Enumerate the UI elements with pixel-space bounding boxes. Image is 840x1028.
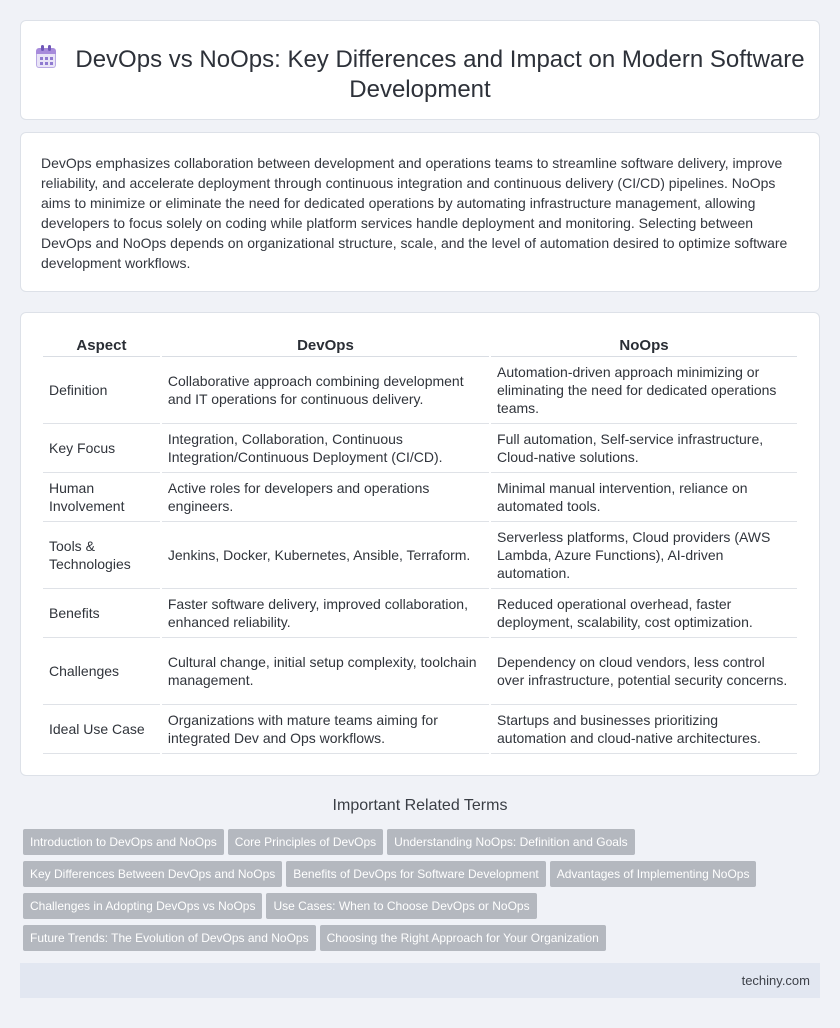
tag-row xyxy=(23,893,823,919)
table-header-row xyxy=(43,333,797,357)
aspect-cell: Benefits xyxy=(43,589,160,638)
page-title-text: DevOps vs NoOps: Key Differences and Impact on Modern Software Development xyxy=(75,46,805,103)
header-aspect: Aspect xyxy=(43,333,160,357)
noops-cell: Full automation, Self-service infrastructure, Cloud-native solutions. xyxy=(491,424,797,473)
header-devops: DevOps xyxy=(162,333,489,357)
header-noops: NoOps xyxy=(491,333,797,357)
noops-cell: Automation-driven approach minimizing or eliminating the need for dedicated operations teams. xyxy=(491,357,797,424)
related-term-tag[interactable]: Choosing the Right Approach for Your Organization xyxy=(320,925,606,951)
noops-cell: Startups and businesses prioritizing automation and cloud-native architectures. xyxy=(491,705,797,754)
related-term-tag[interactable]: Benefits of DevOps for Software Development xyxy=(286,861,545,887)
comparison-table-card xyxy=(20,312,820,776)
aspect-cell: Definition xyxy=(43,357,160,424)
aspect-cell: Human Involvement xyxy=(43,473,160,522)
footer-site[interactable]: techiny.com xyxy=(741,973,810,988)
devops-cell: Faster software delivery, improved collaboration, enhanced reliability. xyxy=(162,589,489,638)
page-title xyxy=(21,45,819,105)
table-row xyxy=(43,705,797,754)
related-term-tag[interactable]: Key Differences Between DevOps and NoOps xyxy=(23,861,282,887)
header-card xyxy=(20,20,820,120)
noops-cell: Serverless platforms, Cloud providers (AWS Lambda, Azure Functions), AI-driven automation. xyxy=(491,522,797,589)
tag-row xyxy=(23,925,823,951)
related-term-tag[interactable]: Future Trends: The Evolution of DevOps and NoOps xyxy=(23,925,316,951)
devops-cell: Jenkins, Docker, Kubernetes, Ansible, Terraform. xyxy=(162,522,489,589)
aspect-cell: Ideal Use Case xyxy=(43,705,160,754)
intro-card xyxy=(20,132,820,292)
table-row xyxy=(43,638,797,705)
related-terms-title: Important Related Terms xyxy=(332,797,508,814)
related-term-tag[interactable]: Core Principles of DevOps xyxy=(228,829,383,855)
footer xyxy=(20,963,820,998)
table-row xyxy=(43,424,797,473)
aspect-cell: Tools & Technologies xyxy=(43,522,160,589)
related-term-tag[interactable]: Challenges in Adopting DevOps vs NoOps xyxy=(23,893,262,919)
aspect-cell: Challenges xyxy=(43,638,160,705)
calendar-icon xyxy=(35,45,57,69)
devops-cell: Organizations with mature teams aiming for integrated Dev and Ops workflows. xyxy=(162,705,489,754)
related-term-tag[interactable]: Understanding NoOps: Definition and Goals xyxy=(387,829,634,855)
devops-cell: Collaborative approach combining development and IT operations for continuous delivery. xyxy=(162,357,489,424)
related-term-tag[interactable]: Use Cases: When to Choose DevOps or NoOps xyxy=(266,893,536,919)
related-term-tag[interactable]: Introduction to DevOps and NoOps xyxy=(23,829,224,855)
aspect-cell: Key Focus xyxy=(43,424,160,473)
devops-cell: Integration, Collaboration, Continuous Integration/Continuous Deployment (CI/CD). xyxy=(162,424,489,473)
tag-row xyxy=(23,829,823,855)
table-row xyxy=(43,473,797,522)
intro-paragraph: DevOps emphasizes collaboration between development and operations teams to streamline software delivery, improve reliability, and accelerate deployment through continuous integration and continuous delivery (CI/CD) pipelines. NoOps aims to minimize or eliminate the need for dedicated operations by automating infrastructure management, allowing developers to focus solely on coding while platform services handle deployment and monitoring. Selecting between DevOps and NoOps depends on organizational structure, scale, and the level of automation desired to optimize software development workflows. xyxy=(41,155,788,271)
noops-cell: Minimal manual intervention, reliance on automated tools. xyxy=(491,473,797,522)
noops-cell: Reduced operational overhead, faster deployment, scalability, cost optimization. xyxy=(491,589,797,638)
table-row xyxy=(43,522,797,589)
related-terms-tags xyxy=(23,829,823,957)
noops-cell: Dependency on cloud vendors, less control over infrastructure, potential security concerns. xyxy=(491,638,797,705)
devops-cell: Cultural change, initial setup complexity, toolchain management. xyxy=(162,638,489,705)
table-row xyxy=(43,357,797,424)
related-term-tag[interactable]: Advantages of Implementing NoOps xyxy=(550,861,757,887)
table-row xyxy=(43,589,797,638)
comparison-table xyxy=(41,333,799,754)
devops-cell: Active roles for developers and operations engineers. xyxy=(162,473,489,522)
tag-row xyxy=(23,861,823,887)
